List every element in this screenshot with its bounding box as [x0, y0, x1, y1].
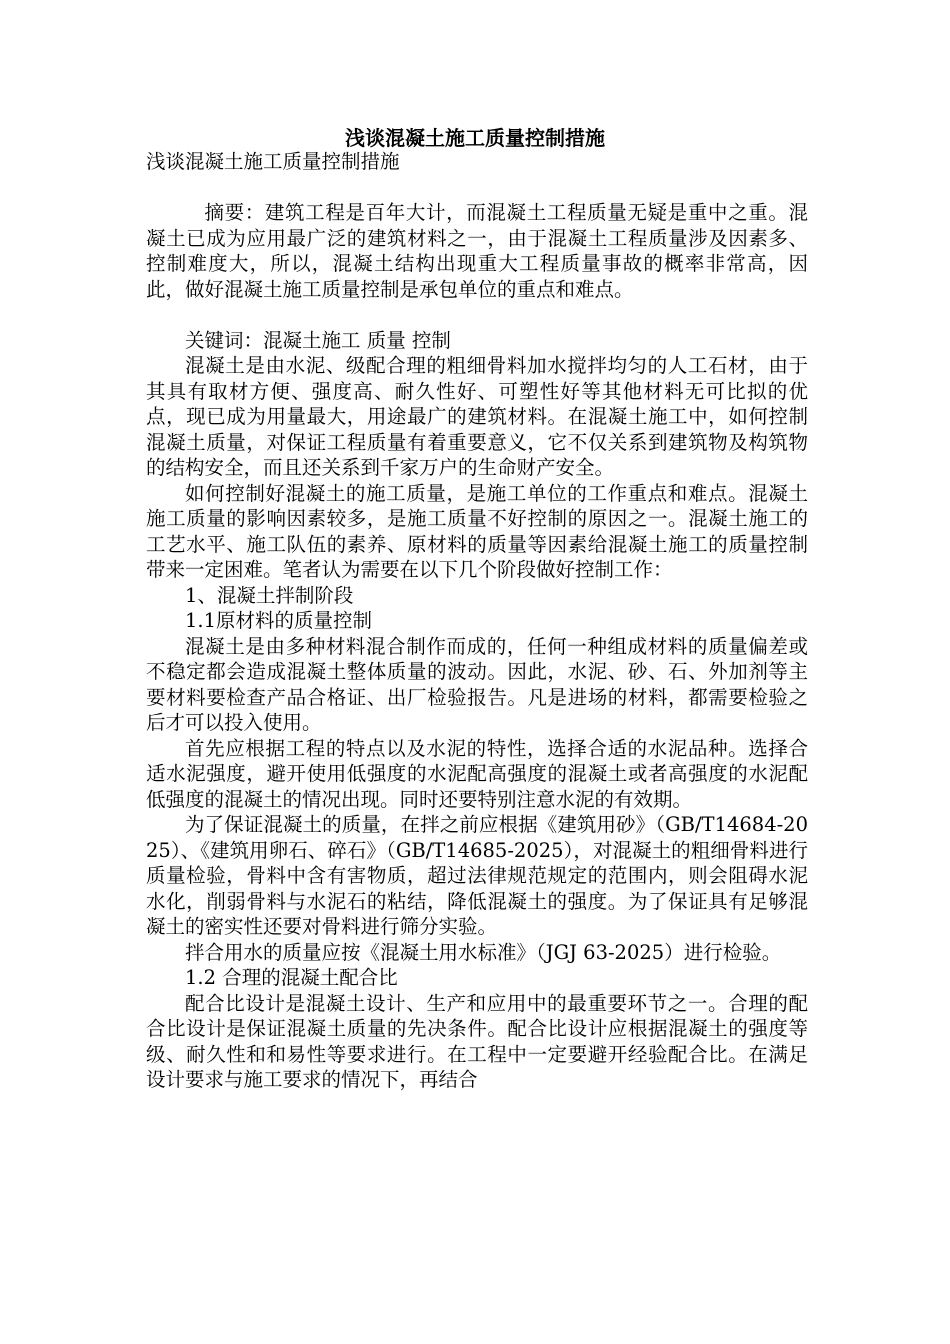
document-subtitle: 浅谈混凝土施工质量控制措施 [146, 150, 400, 173]
body-paragraph: 为了保证混凝土的质量，在拌之前应根据《建筑用砂》（GB/T14684-2025）、《建筑用卵石、碎石》（GB/T14685-2025），对混凝土的粗细骨料进行质量检验，骨料中含有害物质，超过法律规范规定的范围内，则会阻碍水泥水化，削弱骨料与水泥石的粘结，降低混凝土的强度。为了保证具有足够混凝土的密实性还要对骨料进行筛分实验。 [146, 813, 808, 938]
abstract-paragraph: 摘要：建筑工程是百年大计，而混凝土工程质量无疑是重中之重。混凝土已成为应用最广泛的建筑材料之一，由于混凝土工程质量涉及因素多、控制难度大，所以，混凝土结构出现重大工程质量事故的概率非常高，因此，做好混凝土施工质量控制是承包单位的重点和难点。 [146, 201, 808, 301]
blank-line [146, 175, 808, 201]
keywords-line: 关键词：混凝土施工 质量 控制 [185, 328, 451, 352]
body-paragraph: 配合比设计是混凝土设计、生产和应用中的最重要环节之一。合理的配合比设计是保证混凝土质量的先决条件。配合比设计应根据混凝土的强度等级、耐久性和和易性等要求进行。在工程中一定要避开经验配合比。在满足设计要求与施工要求的情况下，再结合 [146, 991, 808, 1091]
document-body [146, 149, 808, 1093]
section-heading: 1、混凝土拌制阶段 [185, 583, 354, 607]
body-paragraph: 混凝土是由多种材料混合制作而成的，任何一种组成材料的质量偏差或不稳定都会造成混凝土整体质量的波动。因此，水泥、砂、石、外加剂等主要材料要检查产品合格证、出厂检验报告。凡是进场的材料，都需要检验之后才可以投入使用。 [146, 634, 808, 734]
body-paragraph: 首先应根据工程的特点以及水泥的特性，选择合适的水泥品种。选择合适水泥强度，避开使用低强度的水泥配高强度的混凝土或者高强度的水泥配低强度的混凝土的情况出现。同时还要特别注意水泥的有效期。 [146, 736, 808, 811]
subsection-heading: 1.1原材料的质量控制 [185, 609, 373, 632]
subsection-heading: 1.2 合理的混凝土配合比 [185, 966, 398, 989]
document-title: 浅谈混凝土施工质量控制措施 [345, 126, 605, 150]
blank-line [146, 302, 808, 328]
body-paragraph: 如何控制好混凝土的施工质量，是施工单位的工作重点和难点。混凝土施工质量的影响因素较多，是施工质量不好控制的原因之一。混凝土施工的工艺水平、施工队伍的素养、原材料的质量等因素给混凝土施工的质量控制带来一定困难。笔者认为需要在以下几个阶段做好控制工作： [146, 481, 808, 581]
body-paragraph: 拌合用水的质量应按《混凝土用水标准》（JGJ 63-2025）进行检验。 [185, 940, 782, 964]
body-paragraph: 混凝土是由水泥、级配合理的粗细骨料加水搅拌均匀的人工石材，由于其具有取材方便、强度高、耐久性好、可塑性好等其他材料无可比拟的优点，现已成为用量最大，用途最广的建筑材料。在混凝土施工中，如何控制混凝土质量，对保证工程质量有着重要意义，它不仅关系到建筑物及构筑物的结构安全，而且还关系到千家万户的生命财产安全。 [146, 354, 808, 479]
